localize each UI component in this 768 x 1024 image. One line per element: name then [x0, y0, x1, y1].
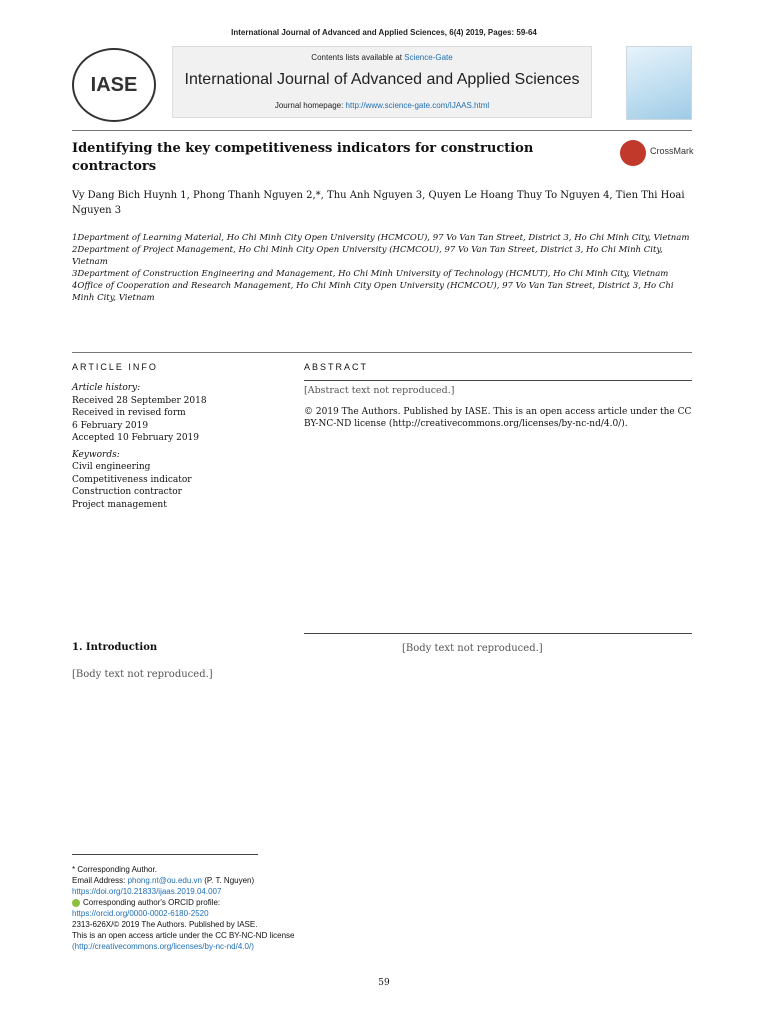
footnote-divider	[72, 854, 258, 855]
keyword-item: Construction contractor	[72, 487, 182, 497]
abstract-text: [Abstract text not reproduced.]	[304, 385, 455, 396]
doi-link[interactable]: https://doi.org/10.21833/ijaas.2019.04.007	[72, 887, 222, 896]
introduction-right-column: [Body text not reproduced.]	[402, 643, 543, 654]
affiliation-3: 3Department of Construction Engineering and Management, Ho Chi Minh University of Technology (HCMUT), Ho Chi Minh City, Vietnam	[72, 269, 669, 279]
issn-line: 2313-626X/© 2019 The Authors. Published by IASE.	[72, 920, 258, 929]
affiliation-2: 2Department of Project Management, Ho Chi Minh City Open University (HCMCOU), 97 Vo Van Tan Street, District 3, Ho Chi Minh City, Vietnam	[72, 245, 663, 267]
crossmark-label: CrossMark	[650, 146, 694, 156]
orcid-label: Corresponding author's ORCID profile:	[83, 898, 221, 907]
journal-name: International Journal of Advanced and Applied Sciences	[184, 71, 580, 88]
revised-label: Received in revised form	[72, 408, 186, 418]
crossmark-badge[interactable]	[620, 140, 700, 168]
affiliation-1: 1Department of Learning Material, Ho Chi Minh City Open University (HCMCOU), 97 Vo Van Tan Street, District 3, Ho Chi Minh City, Vietnam	[72, 233, 690, 243]
journal-homepage-line	[173, 101, 591, 110]
revised-date: 6 February 2019	[72, 420, 149, 431]
introduction-left-column: [Body text not reproduced.]	[72, 669, 213, 680]
science-gate-link[interactable]: Science-Gate	[404, 53, 453, 62]
received-date: Received 28 September 2018	[72, 395, 207, 406]
journal-homepage-label: Journal homepage:	[274, 101, 346, 110]
accepted-date: Accepted 10 February 2019	[72, 433, 200, 443]
email-owner: (P. T. Nguyen)	[201, 876, 255, 885]
contents-lists-line	[173, 53, 591, 62]
info-divider	[72, 352, 692, 353]
orcid-line	[72, 897, 372, 908]
affiliation-4: 4Office of Cooperation and Research Management, Ho Chi Minh City Open University (HCMCOU), 97 Vo Van Tan Street, District 3, Ho Chi Minh City, Vietnam	[72, 281, 674, 303]
article-info-heading: ARTICLE INFO	[72, 362, 158, 372]
license-link[interactable]: (http://creativecommons.org/licenses/by-nc-nd/4.0/)	[72, 942, 254, 951]
corresponding-author-note: * Corresponding Author.	[72, 865, 157, 874]
page-number: 59	[378, 978, 390, 988]
email-label: Email Address:	[72, 876, 128, 885]
masthead-banner	[172, 46, 592, 118]
footnotes	[72, 864, 372, 952]
masthead-divider	[72, 130, 692, 131]
crossmark-icon	[620, 140, 646, 166]
keywords-label: Keywords:	[72, 449, 120, 460]
email-link[interactable]: phong.nt@ou.edu.vn	[127, 876, 202, 885]
orcid-icon	[72, 899, 80, 907]
keyword-item: Civil engineering	[72, 462, 151, 472]
affiliation-list	[72, 232, 692, 304]
article-info	[72, 382, 292, 511]
abstract-panel	[304, 380, 692, 634]
journal-cover-image	[626, 46, 692, 120]
abstract-heading: ABSTRACT	[304, 362, 369, 372]
email-line	[72, 875, 372, 886]
journal-masthead	[72, 46, 692, 128]
history-label: Article history:	[72, 383, 141, 393]
running-head: International Journal of Advanced and Applied Sciences, 6(4) 2019, Pages: 59-64	[231, 28, 537, 37]
keyword-item: Competitiveness indicator	[72, 474, 192, 485]
journal-homepage-link[interactable]: http://www.science-gate.com/IJAAS.html	[345, 101, 490, 110]
contents-lists-text: Contents lists available at	[311, 53, 405, 62]
article-title: Identifying the key competitiveness indicators for construction contractors	[72, 141, 534, 174]
introduction-heading: 1. Introduction	[72, 642, 158, 653]
iase-logo: IASE	[72, 48, 156, 122]
author-list: Vy Dang Bich Huynh 1, Phong Thanh Nguyen 2,*, Thu Anh Nguyen 3, Quyen Le Hoang Thuy To Nguyen 4, Tien Thi Hoai Nguyen 3	[72, 190, 685, 216]
license-line: This is an open access article under the CC BY-NC-ND license	[72, 931, 295, 940]
abstract-license: © 2019 The Authors. Published by IASE. This is an open access article under the CC BY-NC-ND license (http://creativecommons.org/licenses/by-nc-nd/4.0/).	[304, 406, 692, 429]
orcid-link[interactable]: https://orcid.org/0000-0002-6180-2520	[72, 909, 209, 918]
keyword-item: Project management	[72, 499, 167, 510]
